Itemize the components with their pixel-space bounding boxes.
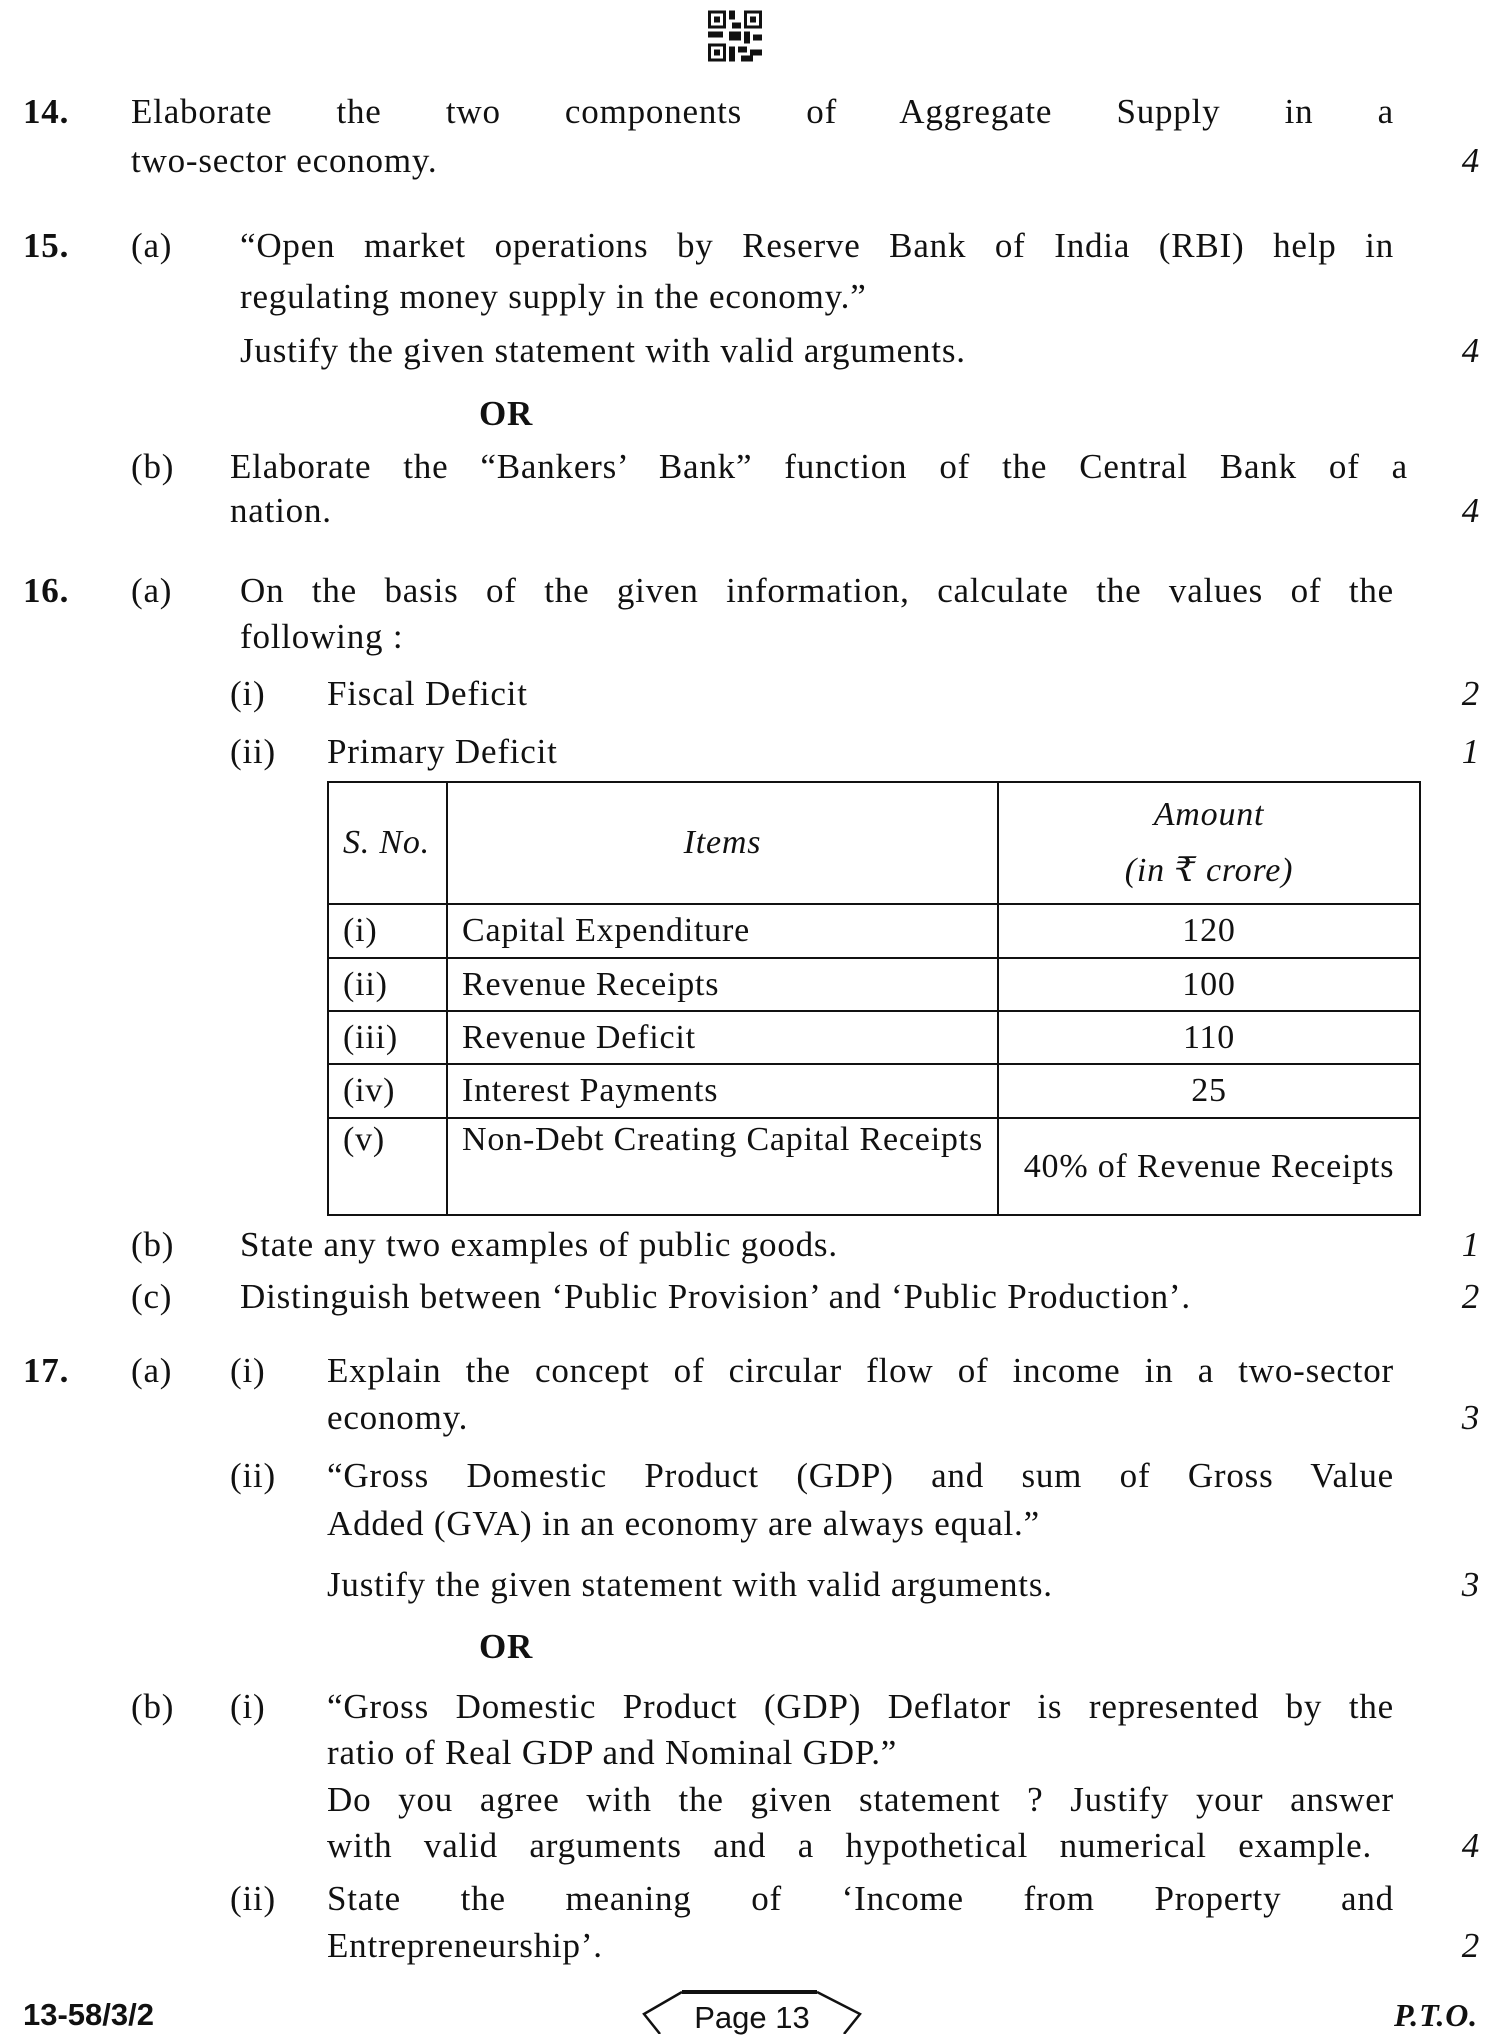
sub-part-text: Fiscal Deficit (327, 674, 528, 713)
pto-label: P.T.O. (1394, 1997, 1478, 2033)
marks: 4 (1461, 141, 1480, 180)
question-text: Added (GVA) in an economy are always equal.” (327, 1504, 1040, 1543)
table-row (328, 1064, 1420, 1118)
page-number: Page 13 (694, 2000, 810, 2035)
question-text: Explain the concept of circular flow of income in a two-sector (327, 1351, 1394, 1390)
question-text: economy. (327, 1398, 469, 1437)
part-label: (b) (131, 1225, 175, 1264)
question-text: with valid arguments and a hypothetical numerical example. (327, 1826, 1372, 1865)
header-amount-unit: (in ₹ crore) (1124, 852, 1294, 889)
part-label: (a) (131, 1351, 173, 1390)
paper-code: 13-58/3/2 (23, 1997, 154, 2032)
part-label: (a) (131, 571, 173, 610)
question-number: 15. (23, 226, 70, 265)
cell-sno: (v) (328, 1118, 447, 1215)
sub-part-text: Primary Deficit (327, 732, 558, 771)
marks: 1 (1461, 1225, 1480, 1264)
question-number: 17. (23, 1351, 70, 1390)
cell-item: Revenue Receipts (447, 958, 998, 1011)
part-label: (c) (131, 1277, 173, 1316)
or-separator: OR (479, 394, 534, 433)
question-text: State any two examples of public goods. (240, 1225, 838, 1264)
sub-part-label: (ii) (230, 732, 276, 771)
sub-part-label: (i) (230, 674, 266, 713)
question-text: ratio of Real GDP and Nominal GDP.” (327, 1733, 898, 1772)
marks: 2 (1461, 1926, 1480, 1965)
question-text: State the meaning of ‘Income from Property and (327, 1879, 1394, 1918)
cell-amount: 110 (998, 1011, 1420, 1064)
cell-item: Capital Expenditure (447, 904, 998, 958)
marks: 4 (1461, 491, 1480, 530)
question-text: regulating money supply in the economy.” (240, 277, 867, 316)
header-amount (998, 782, 1420, 904)
question-text: Elaborate the two components of Aggregate Supply in a (131, 92, 1394, 131)
cell-amount: 40% of Revenue Receipts (998, 1118, 1420, 1215)
question-number: 16. (23, 571, 70, 610)
part-label: (b) (131, 447, 175, 486)
marks: 3 (1461, 1565, 1480, 1604)
sub-part-label: (ii) (230, 1879, 276, 1918)
marks: 2 (1461, 674, 1480, 713)
table-row (328, 1011, 1420, 1064)
cell-sno: (ii) (328, 958, 447, 1011)
table-header-row (328, 782, 1420, 904)
question-text: Justify the given statement with valid arguments. (327, 1565, 1053, 1604)
cell-amount: 100 (998, 958, 1420, 1011)
question-text: On the basis of the given information, calculate the values of the (240, 571, 1394, 610)
header-amount-label: Amount (1153, 796, 1265, 833)
marks: 2 (1461, 1277, 1480, 1316)
table-row (328, 958, 1420, 1011)
part-label: (b) (131, 1687, 175, 1726)
cell-item: Non-Debt Creating Capital Receipts (447, 1118, 998, 1215)
cell-sno: (iii) (328, 1011, 447, 1064)
marks: 4 (1461, 331, 1480, 370)
question-number: 14. (23, 92, 70, 131)
header-items: Items (447, 782, 998, 904)
question-text: “Open market operations by Reserve Bank of India (RBI) help in (240, 226, 1394, 265)
question-text: “Gross Domestic Product (GDP) and sum of Gross Value (327, 1456, 1394, 1495)
question-text: nation. (230, 491, 332, 530)
sub-part-label: (i) (230, 1687, 266, 1726)
cell-sno: (i) (328, 904, 447, 958)
question-text: Do you agree with the given statement ? Justify your answer (327, 1780, 1394, 1819)
cell-sno: (iv) (328, 1064, 447, 1118)
question-text: Distinguish between ‘Public Provision’ and ‘Public Production’. (240, 1277, 1191, 1316)
cell-item: Interest Payments (447, 1064, 998, 1118)
header-sno: S. No. (328, 782, 447, 904)
question-text: Justify the given statement with valid arguments. (240, 331, 966, 370)
qr-code (708, 10, 762, 62)
question-text: “Gross Domestic Product (GDP) Deflator is represented by the (327, 1687, 1394, 1726)
cell-amount: 120 (998, 904, 1420, 958)
marks: 3 (1461, 1398, 1480, 1437)
question-text: following : (240, 617, 404, 656)
data-table (327, 781, 1421, 1216)
part-label: (a) (131, 226, 173, 265)
sub-part-label: (ii) (230, 1456, 276, 1495)
or-separator: OR (479, 1627, 534, 1666)
question-text: two-sector economy. (131, 141, 438, 180)
question-text: Entrepreneurship’. (327, 1926, 603, 1965)
question-text: Elaborate the “Bankers’ Bank” function of the Central Bank of a (230, 447, 1408, 486)
marks: 4 (1461, 1826, 1480, 1865)
cell-amount: 25 (998, 1064, 1420, 1118)
table-row (328, 1118, 1420, 1215)
cell-item: Revenue Deficit (447, 1011, 998, 1064)
table-row (328, 904, 1420, 958)
marks: 1 (1461, 732, 1480, 771)
sub-part-label: (i) (230, 1351, 266, 1390)
